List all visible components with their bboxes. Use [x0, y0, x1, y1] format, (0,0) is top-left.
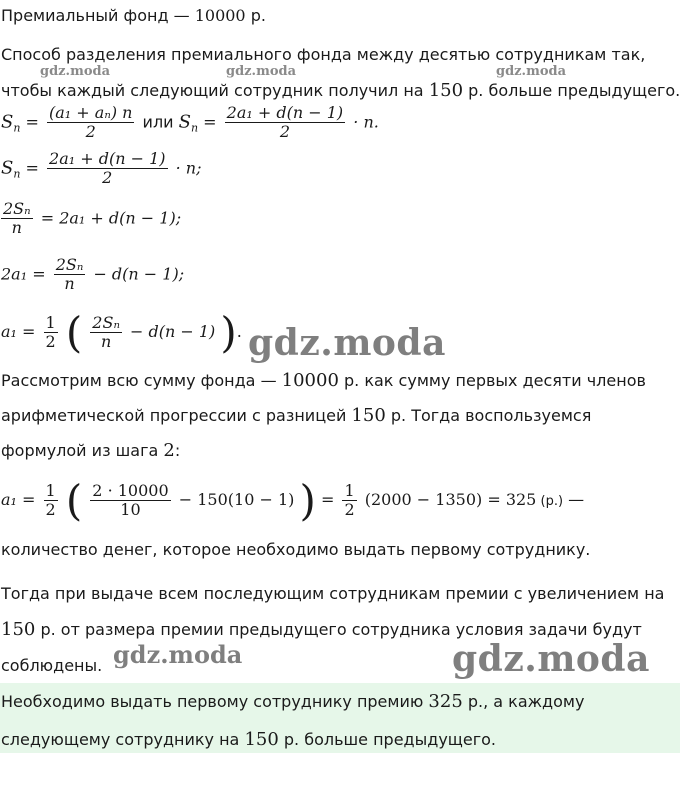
formula-sum-1: $S_n$ = $\frac{\text{(a₁ + aₙ) n}}{2}$ или $S_n$ = $\frac{\text{2a₁ + d(n − 1)}}{2}$ · n.	[1, 103, 379, 142]
answer-line-2: следующему сотруднику на 150 р. больше предыдущего.	[1, 729, 496, 750]
consider-line-2: арифметической прогрессии с разницей 150 р. Тогда воспользуемся	[1, 405, 592, 426]
fraction: $\frac{\text{(a₁ + aₙ) n}}{2}$	[49, 103, 133, 142]
watermark-logo: gdz.moda	[113, 640, 243, 669]
answer-line-1: Необходимо выдать первому сотруднику премию 325 р., а каждому	[1, 691, 585, 712]
fraction: $\frac{\text{2a₁ + d(n − 1)}}{2}$	[226, 103, 344, 142]
method-line-2: чтобы каждый следующий сотрудник получил на 150 р. больше предыдущего.	[1, 80, 680, 101]
watermark-logo: gdz.moda	[496, 64, 567, 79]
fraction: $\frac{1}{2}$	[344, 480, 355, 519]
formula-a1: a₁ = $\frac{1}{2}$ ( $\frac{\text{2Sₙ}}{n}$ − d(n − 1) ).	[1, 308, 242, 357]
formula-computation: a₁ = $\frac{1}{2}$ ( $\frac{2 \cdot 10000}{10}$ − 150(10 − 1) ) = $\frac{1}{2}$ (2000 − 1350) = 325 (р.) —	[1, 476, 585, 525]
consider-line-3: формулой из шага 2:	[1, 440, 181, 461]
first-employee-note: количество денег, которое необходимо выдать первому сотруднику.	[1, 540, 591, 559]
fraction: $\frac{1}{2}$	[45, 312, 56, 351]
formula-sum-2: $S_n$ = $\frac{\text{2a₁ + d(n − 1)}}{2}$ · n;	[1, 149, 202, 188]
watermark-logo: gdz.moda	[248, 322, 446, 364]
method-line-1: Способ разделения премиального фонда между десятью сотрудникам так,	[1, 45, 646, 64]
fraction: $\frac{\text{2Sₙ}}{n}$	[55, 255, 84, 294]
formula-step-3: $\frac{\text{2Sₙ}}{n}$ = 2a₁ + d(n − 1);	[3, 199, 182, 238]
watermark-logo: gdz.moda	[226, 64, 297, 79]
fraction: $\frac{\text{2Sₙ}}{n}$	[3, 199, 31, 238]
fraction: $\frac{1}{2}$	[45, 480, 56, 519]
fraction: $\frac{\text{2Sₙ}}{n}$	[92, 312, 120, 351]
fund-line: Премиальный фонд — 10000 р.	[1, 6, 266, 25]
formula-step-4: 2a₁ = $\frac{\text{2Sₙ}}{n}$ − d(n − 1);	[1, 255, 185, 294]
fraction: $\frac{\text{2a₁ + d(n − 1)}}{2}$	[49, 149, 166, 188]
conclusion-line-1: Тогда при выдаче всем последующим сотрудникам премии с увеличением на	[1, 584, 665, 603]
answer-box	[0, 683, 680, 753]
watermark-logo: gdz.moda	[40, 64, 111, 79]
conclusion-line-2: 150 р. от размера премии предыдущего сотрудника условия задачи будут	[1, 619, 642, 640]
watermark-logo: gdz.moda	[452, 638, 650, 680]
fraction: $\frac{2 \cdot 10000}{10}$	[92, 480, 169, 519]
consider-line-1: Рассмотрим всю сумму фонда — 10000 р. как сумму первых десяти членов	[1, 370, 646, 391]
conclusion-line-3: соблюдены.	[1, 656, 103, 675]
